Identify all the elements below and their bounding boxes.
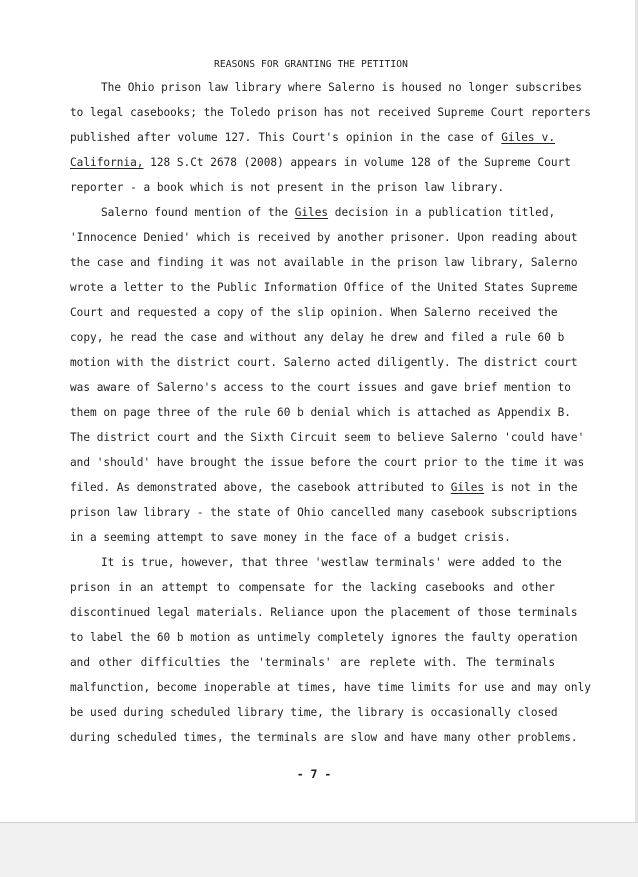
text-run: Court and requested a copy of the slip opinion. When Salerno received the (70, 306, 558, 319)
text-line (70, 506, 578, 520)
text-line (70, 531, 555, 545)
text-run: during scheduled times, the terminals are slow and have many other problems. (70, 731, 578, 744)
text-run: prison law library - the state of Ohio cancelled many casebook subscriptions (70, 506, 578, 519)
text-run: them on page three of the rule 60 b denial which is attached as Appendix B. (70, 406, 571, 419)
text-run: reporter - a book which is not present in the prison law library. (70, 181, 505, 194)
text-run: It is true, however, that three 'westlaw terminals' were added to the (101, 556, 562, 569)
text-line (70, 731, 578, 745)
text-line (101, 556, 562, 570)
text-run: published after volume 127. This Court's opinion in the case of (70, 131, 502, 144)
text-run: the case and finding it was not available in the prison law library, Salerno (70, 256, 578, 269)
text-run: Salerno found mention of the (101, 206, 295, 219)
text-run: decision in a publication titled, (328, 206, 556, 219)
case-citation: Giles (450, 481, 485, 494)
text-run: copy, he read the case and without any delay he drew and filed a rule 60 b (70, 331, 565, 344)
text-run: motion with the district court. Salerno acted diligently. The district court (70, 356, 578, 369)
text-line (70, 281, 578, 295)
text-run: The Ohio prison law library where Salerno is housed no longer subscribes (101, 81, 582, 94)
text-run: malfunction, become inoperable at times, have time limits for use and may only (70, 681, 591, 694)
text-line (70, 631, 578, 645)
text-run: to legal casebooks; the Toledo prison has not received Supreme Court reporters (70, 106, 591, 119)
text-line (70, 456, 585, 470)
text-line (70, 256, 578, 270)
case-citation: Giles (294, 206, 329, 219)
text-line (70, 406, 571, 420)
text-line (70, 681, 591, 695)
text-line (70, 231, 578, 245)
text-line (70, 331, 565, 345)
text-line (70, 356, 578, 370)
text-line (101, 81, 582, 95)
case-citation: Giles v. (501, 131, 555, 144)
text-line (70, 431, 585, 445)
text-line (70, 606, 578, 620)
text-run: is not in the (484, 481, 578, 494)
text-run: The district court and the Sixth Circuit seem to believe Salerno 'could have' (70, 431, 585, 444)
text-run: filed. As demonstrated above, the casebook attributed to (70, 481, 451, 494)
text-run: and other difficulties the 'terminals' are replete with. The terminals (70, 656, 555, 669)
text-run: to label the 60 b motion as untimely completely ignores the faulty operation (70, 631, 578, 644)
text-run: 'Innocence Denied' which is received by another prisoner. Upon reading about (70, 231, 578, 244)
text-line (70, 131, 555, 145)
text-run: be used during scheduled library time, the library is occasionally closed (70, 706, 558, 719)
text-run: 128 S.Ct 2678 (2008) appears in volume 128 of the Supreme Court (143, 156, 571, 169)
text-line (70, 181, 555, 195)
text-run: prison in an attempt to compensate for the lacking casebooks and other (70, 581, 555, 594)
text-line (70, 706, 558, 720)
case-citation: California, (70, 156, 144, 169)
text-line (70, 656, 555, 670)
text-line (70, 306, 558, 320)
text-line (70, 581, 555, 595)
text-run: wrote a letter to the Public Information Office of the United States Supreme (70, 281, 578, 294)
text-run: in a seeming attempt to save money in the face of a budget crisis. (70, 531, 511, 544)
text-line (70, 481, 578, 495)
page-number: - 7 - (296, 767, 332, 781)
text-line (70, 156, 571, 170)
text-run: was aware of Salerno's access to the court issues and gave brief mention to (70, 381, 571, 394)
text-line (101, 206, 555, 220)
text-line (70, 381, 571, 395)
text-run: and 'should' have brought the issue before the court prior to the time it was (70, 456, 585, 469)
text-line (70, 106, 591, 120)
section-heading: REASONS FOR GRANTING THE PETITION (214, 59, 408, 70)
text-run: discontinued legal materials. Reliance upon the placement of those terminals (70, 606, 578, 619)
